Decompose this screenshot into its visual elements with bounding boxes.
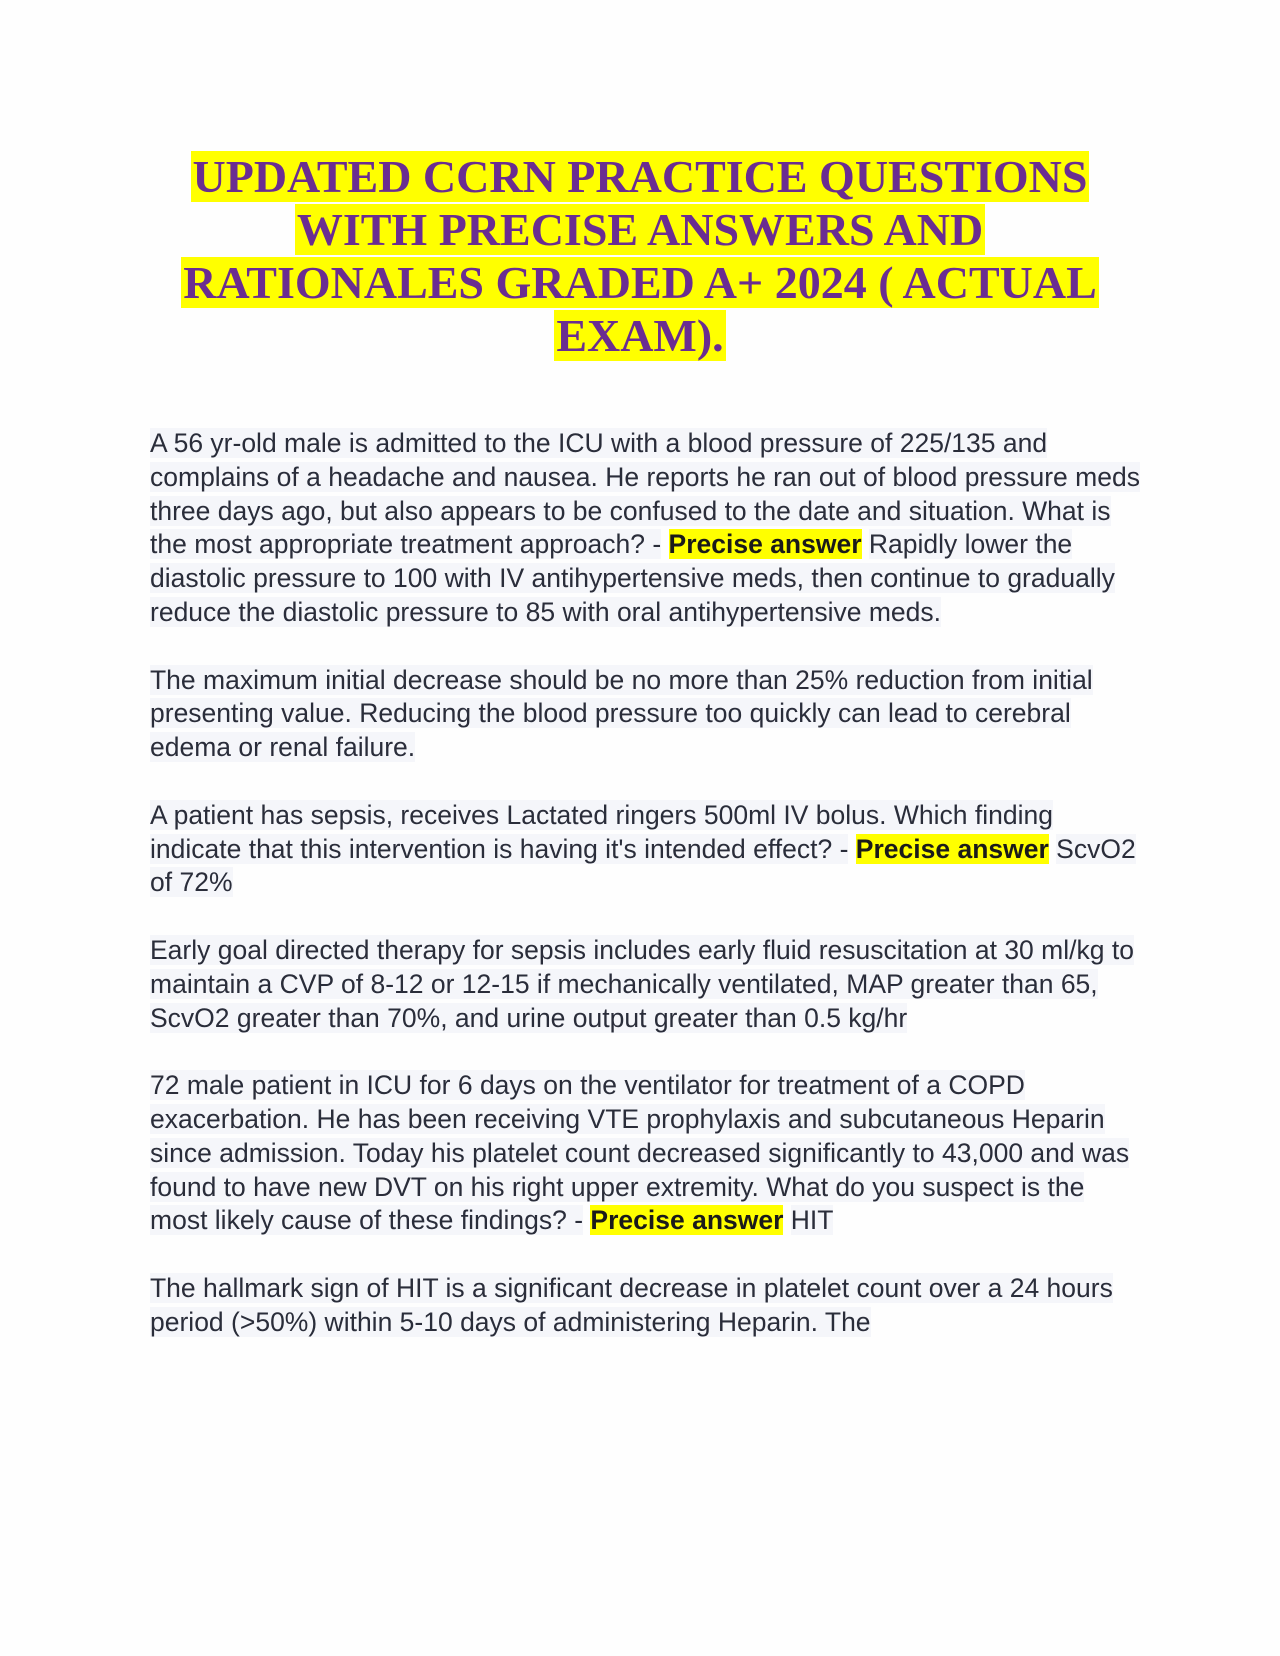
rationale-3 (150, 1272, 1140, 1340)
question-3-answer: HIT (790, 1205, 834, 1236)
answer-label: Precise answer (590, 1205, 784, 1236)
rationale-2-text: Early goal directed therapy for sepsis includes early fluid resuscitation at 30 ml/kg to maintain a CVP of 8-12 or 12-15 if mechanically ventilated, MAP greater than 65, ScvO2 greater than 70%, and urine output greater than 0.5 kg/hr (150, 934, 1134, 1033)
document-title (150, 150, 1130, 362)
rationale-3-text: The hallmark sign of HIT is a significant decrease in platelet count over a 24 hours period (>50%) within 5-10 days of administering Heparin. The (150, 1272, 1113, 1337)
question-3-text: 72 male patient in ICU for 6 days on the ventilator for treatment of a COPD exacerbation. He has been receiving VTE prophylaxis and subcutaneous Heparin since admission. Today his platelet count decreased significantly to 43,000 and was found to have new DVT on his right upper extremity. What do you suspect is the most likely cause of these findings? - (150, 1070, 1130, 1236)
question-1-answer: Rapidly lower the diastolic pressure to 100 with IV antihypertensive meds, then continue to gradually reduce the diastolic pressure to 85 with oral antihypertensive meds. (150, 529, 1115, 627)
answer-label: Precise answer (855, 833, 1049, 864)
question-2-answer: ScvO2 of 72% (150, 833, 1136, 898)
rationale-1-text: The maximum initial decrease should be no more than 25% reduction from initial presenting value. Reducing the blood pressure too quickly can lead to cerebral edema or renal failure. (150, 664, 1093, 763)
question-3 (150, 1069, 1140, 1238)
question-2-text: A patient has sepsis, receives Lactated ringers 500ml IV bolus. Which finding indicate that this intervention is having it's intended effect? - (150, 799, 1053, 864)
document-title-text: UPDATED CCRN PRACTICE QUESTIONS WITH PRECISE ANSWERS AND RATIONALES GRADED A+ 2024 ( ACTUAL EXAM). (183, 151, 1097, 361)
question-2 (150, 799, 1140, 900)
document-body (150, 427, 1140, 1373)
answer-label: Precise answer (668, 529, 862, 560)
question-1 (150, 427, 1140, 630)
rationale-2 (150, 934, 1140, 1035)
question-1-text: A 56 yr-old male is admitted to the ICU with a blood pressure of 225/135 and complains of a headache and nausea. He reports he ran out of blood pressure meds three days ago, but also appears to be confused to the date and situation. What is the most appropriate treatment approach? - (150, 428, 1140, 560)
rationale-1 (150, 664, 1140, 765)
